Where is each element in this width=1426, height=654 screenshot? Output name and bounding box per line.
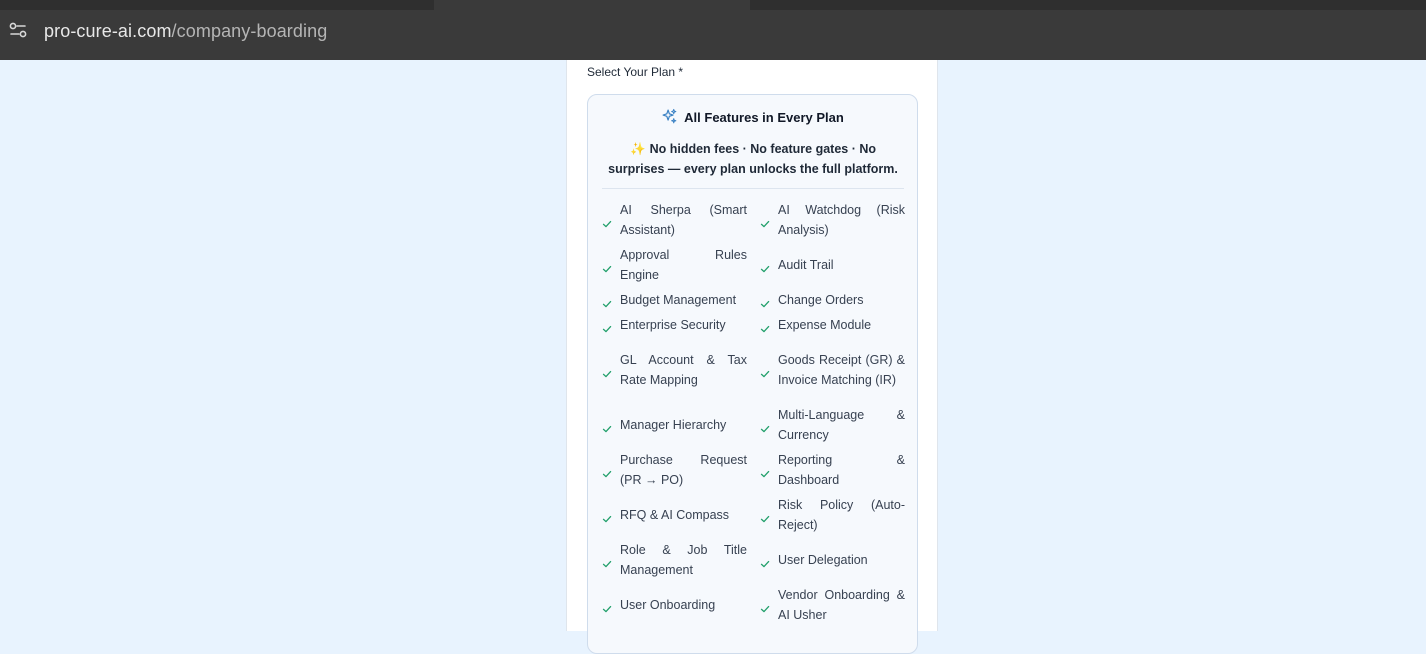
feature-item [760,495,910,535]
feature-label: Reporting & Dashboard [778,453,905,487]
feature-item [760,245,910,285]
divider [602,188,904,189]
feature-label: AI Sherpa (Smart Assistant) [620,203,747,237]
sparkle-emoji-icon: ✨ [630,142,646,156]
check-icon [602,215,612,225]
feature-item [760,540,910,580]
check-icon [760,420,770,430]
feature-item [602,450,752,490]
check-icon [760,320,770,330]
feature-item [760,290,910,310]
check-icon [602,420,612,430]
feature-label: Role & Job Title Management [620,543,747,577]
features-subtitle-text: No hidden fees · No feature gates · No surprises — every plan unlocks the full platform. [608,142,898,176]
feature-item [602,200,752,240]
feature-label: Manager Hierarchy [620,418,727,432]
check-icon [602,555,612,565]
check-icon [760,365,770,375]
check-icon [602,365,612,375]
onboarding-card [566,60,938,631]
features-title-text: All Features in Every Plan [684,110,844,125]
feature-item [602,585,752,625]
browser-toolbar [0,0,1426,60]
feature-label: Approval Rules Engine [620,248,747,282]
feature-label: Enterprise Security [620,318,726,332]
feature-item [760,450,910,490]
feature-label: Expense Module [778,318,872,332]
feature-item [602,315,752,335]
feature-label: Audit Trail [778,258,834,272]
check-icon [760,260,770,270]
feature-item [602,495,752,535]
sparkles-icon [661,108,678,125]
tab-strip [0,0,1426,10]
check-icon [760,215,770,225]
check-icon [760,510,770,520]
features-subtitle [602,139,904,179]
active-tab[interactable] [434,0,750,10]
feature-item [760,585,910,625]
feature-item [602,540,752,580]
check-icon [602,260,612,270]
feature-label: User Delegation [778,553,868,567]
feature-item [602,245,752,285]
feature-label: AI Watchdog (Risk Analysis) [778,203,905,237]
check-icon [760,555,770,565]
feature-label: Multi-Language & Currency [778,408,905,442]
feature-item [760,200,910,240]
address-bar[interactable] [44,20,327,42]
check-icon [760,295,770,305]
feature-item [602,405,752,445]
feature-label: Risk Policy (Auto-Reject) [778,498,905,532]
plan-select-label: Select Your Plan * [587,65,684,79]
check-icon [602,320,612,330]
feature-label: Change Orders [778,293,864,307]
feature-label: Vendor Onboarding & AI Usher [778,588,905,622]
url-domain: pro-cure-ai.com [44,21,172,41]
feature-item [760,405,910,445]
feature-item [602,290,752,310]
check-icon [602,600,612,610]
check-icon [760,465,770,475]
feature-label: Purchase Request (PR → PO) [620,453,747,487]
features-title [588,108,917,128]
check-icon [760,600,770,610]
feature-label: Budget Management [620,293,737,307]
feature-item [602,340,752,400]
url-path: /company-boarding [171,21,328,41]
site-info-icon[interactable] [8,20,28,40]
feature-label: GL Account & Tax Rate Mapping [620,353,747,387]
feature-item [760,340,910,400]
check-icon [602,510,612,520]
feature-label: Goods Receipt (GR) & Invoice Matching (IR) [778,353,905,387]
features-panel [587,94,918,654]
check-icon [602,465,612,475]
feature-label: RFQ & AI Compass [620,508,730,522]
check-icon [602,295,612,305]
feature-item [760,315,910,335]
feature-label: User Onboarding [620,598,716,612]
